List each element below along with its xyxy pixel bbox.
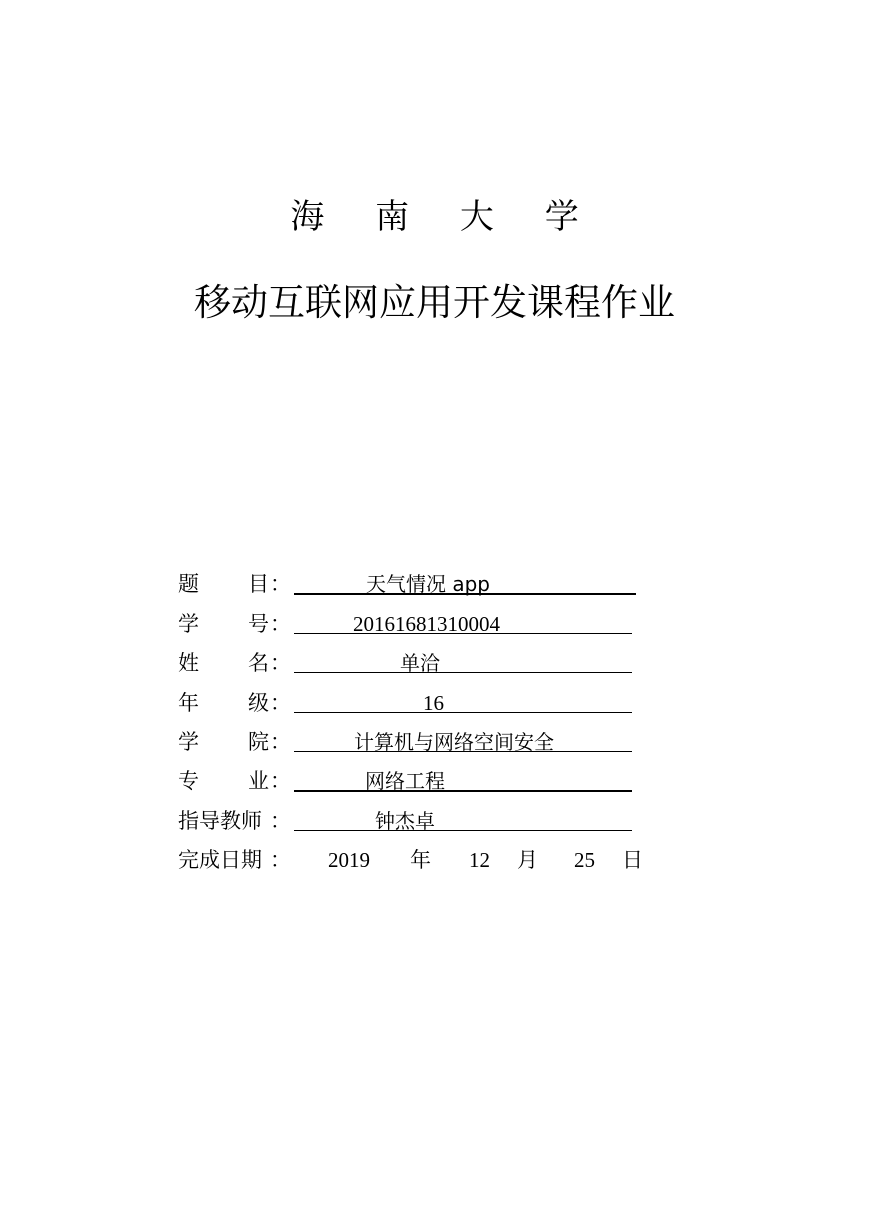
- field-row-completion-date: [178, 845, 658, 875]
- date-month: 12: [469, 848, 490, 872]
- date-day: 25: [574, 848, 595, 872]
- field-value-major: 网络工程: [365, 769, 445, 793]
- field-row-grade: [178, 688, 638, 718]
- field-row-topic: [178, 569, 638, 599]
- university-name: 海 南 大 学: [290, 197, 599, 237]
- label-colon: ：: [270, 848, 291, 872]
- value-underline: [294, 712, 632, 713]
- value-underline: [294, 672, 632, 673]
- field-value-student-id: 20161681310004: [353, 612, 500, 636]
- field-row-name: [178, 648, 638, 678]
- value-underline: [294, 830, 632, 831]
- label-colon: ：: [270, 612, 291, 636]
- label-char: 级: [248, 691, 269, 715]
- field-row-student-id: [178, 609, 638, 639]
- label-char: 题: [178, 572, 199, 596]
- field-label: [178, 688, 294, 718]
- advisor-label: 指导教师: [178, 809, 262, 833]
- label-colon: ：: [270, 769, 291, 793]
- label-colon: ：: [270, 691, 291, 715]
- date-month-unit: 月: [517, 848, 538, 872]
- label-char: 院: [248, 730, 269, 754]
- label-char: 学: [178, 730, 199, 754]
- field-row-advisor: [178, 806, 638, 836]
- field-label: [178, 609, 294, 639]
- label-colon: ：: [270, 730, 291, 754]
- field-value-college: 计算机与网络空间安全: [354, 730, 554, 754]
- label-char: 业: [248, 769, 269, 793]
- field-label: [178, 766, 294, 796]
- date-year-unit: 年: [410, 848, 431, 872]
- label-char: 年: [178, 691, 199, 715]
- field-value-advisor: 钟杰卓: [375, 809, 435, 833]
- field-label: [178, 806, 294, 836]
- date-year: 2019: [328, 848, 370, 872]
- label-char: 号: [248, 612, 269, 636]
- field-label: [178, 569, 294, 599]
- date-day-unit: 日: [622, 848, 643, 872]
- value-underline: [294, 790, 632, 792]
- field-label: [178, 845, 294, 875]
- label-char: 姓: [178, 651, 199, 675]
- course-title: 移动互联网应用开发课程作业: [194, 281, 675, 324]
- field-value-topic: 天气情况 app: [366, 572, 491, 596]
- field-row-college: [178, 727, 638, 757]
- label-colon: ：: [270, 572, 291, 596]
- field-value-grade: 16: [423, 691, 444, 715]
- field-row-major: [178, 766, 638, 796]
- field-label: [178, 648, 294, 678]
- label-char: 专: [178, 769, 199, 793]
- label-char: 目: [248, 572, 269, 596]
- field-value-name: 单洽: [400, 651, 440, 675]
- date-label: 完成日期: [178, 848, 262, 872]
- label-colon: ：: [270, 651, 291, 675]
- label-char: 学: [178, 612, 199, 636]
- field-label: [178, 727, 294, 757]
- label-char: 名: [248, 651, 269, 675]
- label-colon: ：: [270, 809, 291, 833]
